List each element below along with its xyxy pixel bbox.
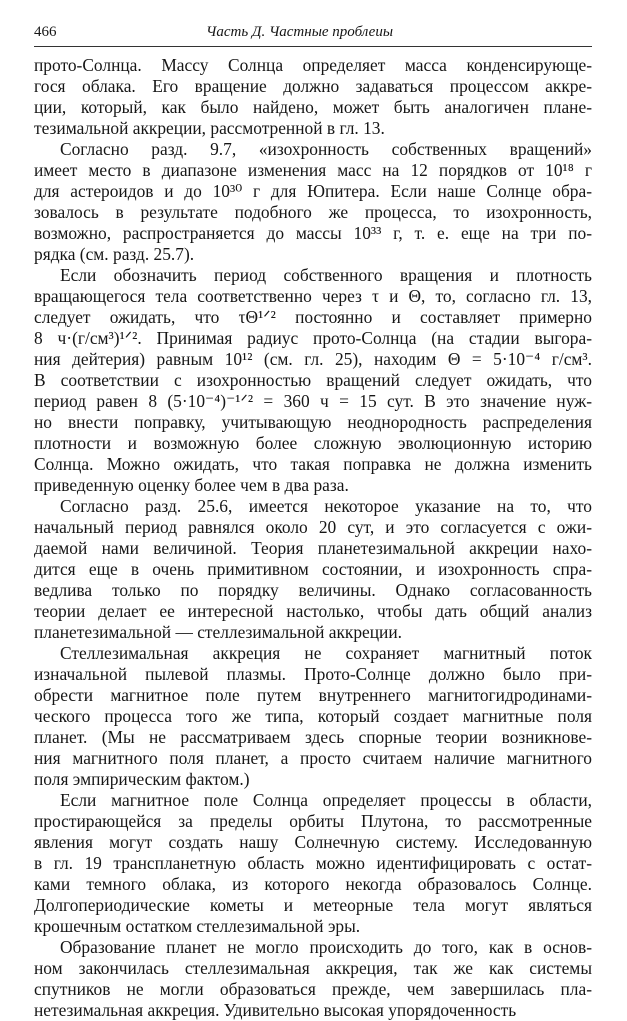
text-line: спутников не могли образоваться прежде, чем завершилась пла- <box>34 979 592 999</box>
text-line: простирающейся за пределы орбиты Плутона, то рассмотренные <box>34 811 592 831</box>
text-line: зовалось в результате подобного же процесса, то изохронность, <box>34 202 592 222</box>
text-line: Согласно разд. 9.7, «изохронность собственных вращений» <box>60 139 592 159</box>
text-line: явления могут создать нашу Солнечную систему. Исследованную <box>34 832 592 852</box>
text-line: ческого процесса того же типа, который создает магнитные поля <box>34 706 592 726</box>
text-line: нетезимальная аккреция. Удивительно высокая упорядоченность <box>34 1000 517 1020</box>
text-line: начальный период равнялся около 20 сут, и это согласуется с ожи- <box>34 517 592 537</box>
text-line: имеет место в диапазоне изменения масс на 12 порядков от 10¹⁸ г <box>34 160 592 180</box>
text-line: период равен 8 (5·10⁻⁴)⁻¹ᐟ² = 360 ч = 15 сут. В это значение нуж- <box>34 391 592 411</box>
text-line: гося облака. Его вращение должно задаваться процессом аккре- <box>34 76 592 96</box>
book-page <box>34 24 592 1021</box>
text-line: тезимальной аккреции, рассмотренной в гл. 13. <box>34 118 385 138</box>
text-line: Долгопериодические кометы и метеорные тела могут являться <box>34 895 592 915</box>
text-line: Если обозначить период собственного вращения и плотность <box>60 265 592 285</box>
text-line: Согласно разд. 25.6, имеется некоторое указание на то, что <box>60 496 592 516</box>
page-number: 466 <box>34 24 57 40</box>
paragraph <box>34 496 592 643</box>
text-line: ния дейтерия) равным 10¹² (см. гл. 25), находим Θ = 5·10⁻⁴ г/см³. <box>34 349 592 369</box>
running-title: Часть Д. Частные проблеиы <box>206 24 393 40</box>
text-line: плотности и возможную более сложную эволюционную историю <box>34 433 592 453</box>
text-line: даемой нами величиной. Теория планетезимальной аккреции нахо- <box>34 538 592 558</box>
text-line: Солнца. Можно ожидать, что такая поправка не должна изменить <box>34 454 592 474</box>
page-header <box>34 24 592 47</box>
text-line: в гл. 19 транспланетную область можно идентифицировать с остат- <box>34 853 592 873</box>
text-line: ведлива только по порядку величины. Однако согласованность <box>34 580 592 600</box>
text-line: ном закончилась стеллезимальная аккреция, так же как системы <box>34 958 592 978</box>
text-line: планетезимальной — стеллезимальной аккреции. <box>34 622 403 642</box>
body-text <box>34 55 592 1021</box>
paragraph <box>34 265 592 496</box>
text-line: В соответствии с изохронностью вращений следует ожидать, что <box>34 370 592 390</box>
text-line: ции, который, как было найдено, может быть аналогичен плане- <box>34 97 592 117</box>
text-line: Образование планет не могло происходить до того, как в основ- <box>60 937 592 957</box>
text-line: крошечным остатком стеллезимальной эры. <box>34 916 361 936</box>
text-line: дится еще в очень примитивном состоянии, и изохронность спра- <box>34 559 592 579</box>
paragraph <box>34 139 592 265</box>
text-line: рядка (см. разд. 25.7). <box>34 244 195 264</box>
text-line: теории делает ее интересной настолько, чтобы дать общий анализ <box>34 601 592 621</box>
text-line: ками темного облака, из которого некогда образовалось Солнце. <box>34 874 592 894</box>
paragraph <box>34 790 592 937</box>
text-line: Если магнитное поле Солнца определяет процессы в области, <box>60 790 592 810</box>
text-line: но внести поправку, учитывающую неоднородность распределения <box>34 412 592 432</box>
text-line: обрести магнитное поле путем внутреннего магнитогидродинами- <box>34 685 592 705</box>
text-line: Стеллезимальная аккреция не сохраняет магнитный поток <box>60 643 592 663</box>
text-line: 8 ч·(г/см³)¹ᐟ². Принимая радиус прото-Солнца (на стадии выгора- <box>34 328 592 348</box>
text-line: планет. (Мы не рассматриваем здесь спорные теории возникнове- <box>34 727 592 747</box>
paragraph <box>34 643 592 790</box>
text-line: для астероидов и до 10³⁰ г для Юпитера. Если наше Солнце обра- <box>34 181 592 201</box>
paragraph <box>34 55 592 139</box>
text-line: поля эмпирическим фактом.) <box>34 769 250 789</box>
text-line: изначальной пылевой плазмы. Прото-Солнце должно было при- <box>34 664 592 684</box>
text-line: ния магнитного поля планет, а просто считаем наличие магнитного <box>34 748 592 768</box>
text-line: возможно, распространяется до массы 10³³ г, т. е. еще на три по- <box>34 223 592 243</box>
text-line: следует ожидать, что τΘ¹ᐟ² постоянно и составляет примерно <box>34 307 592 327</box>
text-line: приведенную оценку более чем в два раза. <box>34 475 349 495</box>
text-line: вращающегося тела соответственно через τ и Θ, то, согласно гл. 13, <box>34 286 592 306</box>
text-line: прото-Солнца. Массу Солнца определяет масса конденсирующе- <box>34 55 592 75</box>
